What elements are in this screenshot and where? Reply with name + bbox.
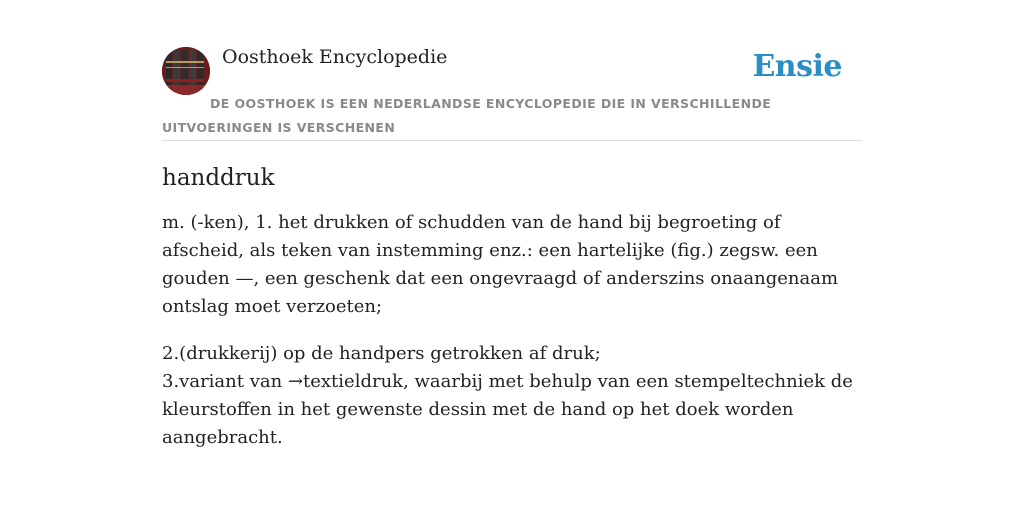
- source-subtitle: DE OOSTHOEK IS EEN NEDERLANDSE ENCYCLOPEDIE DIE IN VERSCHILLENDE UITVOERINGEN IS VERSCHENEN: [162, 96, 772, 135]
- definition-paragraph-2: [162, 340, 862, 452]
- source-header: [162, 44, 862, 141]
- source-title[interactable]: Oosthoek Encyclopedie: [222, 46, 448, 68]
- entry-card: [162, 44, 862, 452]
- page-title: handdruk: [162, 165, 275, 191]
- book-spines-icon[interactable]: [162, 47, 210, 95]
- definition-line: 3.variant van →textieldruk, waarbij met behulp van een stempeltechniek de kleurstoffen in het gewenste dessin met de hand op het doek worden aangebracht.: [162, 371, 853, 448]
- brand-logo[interactable]: Ensie: [752, 49, 842, 84]
- definition-line: 2.(drukkerij) op de handpers getrokken af druk;: [162, 343, 601, 364]
- definition-paragraph: m. (-ken), 1. het drukken of schudden van de hand bij begroeting of afscheid, als teken van instemming enz.: een hartelijke (fig.) zegsw. een gouden —, een geschenk dat een ongevraagd of anderszins onaangenaam ontslag moet verzoeten;: [162, 212, 839, 317]
